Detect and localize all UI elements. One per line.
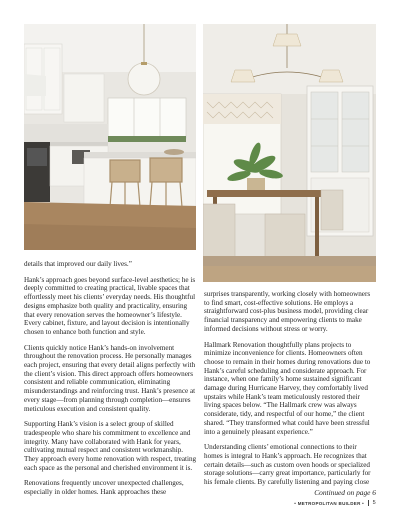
article-paragraph: Understanding clients’ emotional connections to their homes is integral to Hank’s approach. He recognizes that certain details—such as custom oven hoods or specialized storage solutions—carry great importance, particularly for his female clients. By carefully listening and paying close (204, 443, 371, 487)
article-paragraph: Hank’s approach goes beyond surface-level aesthetics; he is deeply committed to creating practical, livable spaces that effortlessly meet his clients’ everyday needs. His thoughtful designs emphasize both quality and practicality, ensuring that every renovation serves the homeowner’s lifestyle. Every cabinet, fixture, and layout decision is intentionally chosen to enhance both function and style. (24, 275, 196, 336)
footer-divider (368, 500, 369, 506)
publication-name: • METROPOLITAN BUILDER • (294, 500, 365, 506)
article-paragraph: Clients quickly notice Hank’s hands-on involvement throughout the renovation process. He personally manages each project, ensuring that every detail aligns perfectly with the client’s vision. This direct approach offers homeowners consistent and reliable communication, eliminating misunderstandings and reinforcing trust. Hank’s presence at every stage—from planning through completion—ensures meticulous execution and consistent quality. (24, 343, 196, 413)
kitchen-photo (24, 24, 196, 250)
page-number: 5 (372, 500, 376, 506)
article-column-right (204, 290, 376, 494)
article-paragraph: Supporting Hank’s vision is a select group of skilled tradespeople who share his commitment to excellence and integrity. Many have collaborated with Hank for years, cultivating mutual respect and consistent workmanship. They approach every home renovation with respect, treating each space as the personal and cherished environment it is. (24, 420, 197, 472)
page-footer (294, 500, 376, 506)
article-paragraph: surprises transparently, working closely with homeowners to find smart, cost-effective solutions. He employs a straightforward cost-plus business model, providing clear financial transparency and empowering clients to make informed decisions without stress or worry. (204, 290, 371, 333)
article-paragraph: details that improved our daily lives.” (24, 260, 132, 268)
article-column-left (24, 260, 198, 504)
article-paragraph: Hallmark Renovation thoughtfully plans projects to minimize inconvenience for clients. Homeowners often choose to remain in their homes during renovations due to Hank’s careful scheduling and considerate approach. For instance, when one family’s home sustained significant damage during Hurricane Harvey, they comfortably lived upstairs while Hank’s team meticulously restored their living spaces below. “The Hallmark crew was always considerate, tidy, and respectful of our home,” the client shared. “They transformed what could have been stressful into a genuinely pleasant experience.” (204, 340, 371, 436)
dining-room-photo (203, 24, 376, 282)
continued-note: Continued on page 6 (314, 488, 376, 497)
article-paragraph: Renovations frequently uncover unexpected challenges, especially in older homes. Hank approaches these (24, 479, 184, 497)
